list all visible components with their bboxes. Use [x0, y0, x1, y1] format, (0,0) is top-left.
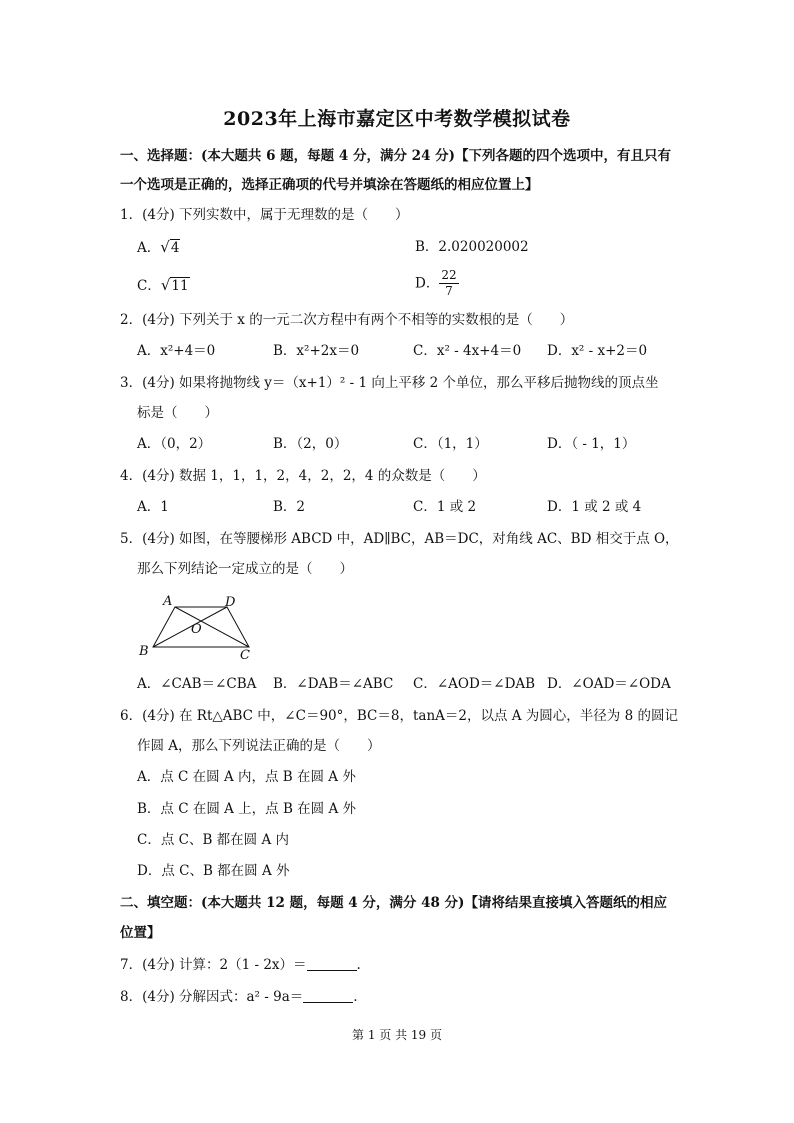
q1-option-c: C．√11 [137, 276, 189, 294]
label-b: B [139, 644, 149, 659]
label-a: A [163, 594, 173, 609]
label-o: O [191, 622, 202, 637]
label-c: C [240, 648, 250, 663]
section1-header-line1: 一、选择题：(本大题共 6 题，每题 4 分，满分 24 分)【下列各题的四个选项中，有且只有 [120, 148, 672, 164]
q2-option-b: B．x²+2x＝0 [273, 343, 360, 359]
trapezoid-figure [135, 593, 265, 665]
section2-header-line1: 二、填空题：(本大题共 12 题，每题 4 分，满分 48 分)【请将结果直接填入答题纸的相应 [120, 895, 667, 911]
q7-stem: 7．(4分) 计算：2（1 - 2x）＝ . [120, 957, 361, 973]
q6-option-b: B．点 C 在圆 A 上，点 B 在圆 A 外 [137, 801, 356, 817]
q4-option-d: D．1 或 2 或 4 [547, 499, 642, 515]
q3-option-d: D．（ - 1，1） [547, 436, 636, 452]
q1-option-a: A．√4 [137, 238, 180, 256]
q5-option-d: D．∠OAD＝∠ODA [547, 676, 671, 692]
q1-stem: 1．(4分) 下列实数中，属于无理数的是（ ） [120, 207, 409, 223]
q3-stem-line1: 3．(4分) 如果将抛物线 y＝（x+1）² - 1 向上平移 2 个单位，那么平移后抛物线的顶点坐 [120, 375, 659, 391]
q1-option-b: B．2.020020002 [415, 239, 529, 255]
q5-stem-line1: 5．(4分) 如图，在等腰梯形 ABCD 中，AD∥BC，AB＝DC，对角线 AC、BD 相交于点 O， [120, 531, 679, 547]
sqrt-symbol: √11 [160, 276, 189, 294]
q5-option-b: B．∠DAB＝∠ABC [273, 676, 394, 692]
q6-option-c: C．点 C、B 都在圆 A 内 [137, 832, 289, 848]
q4-option-a: A．1 [137, 499, 169, 515]
q5-stem-line2: 那么下列结论一定成立的是（ ） [137, 561, 353, 577]
q2-option-a: A．x²+4＝0 [137, 343, 216, 359]
q4-stem: 4．(4分) 数据 1，1，1，2，4，2，2，4 的众数是（ ） [120, 468, 486, 484]
q2-option-d: D．x² - x+2＝0 [547, 343, 648, 359]
q6-stem-line1: 6．(4分) 在 Rt△ABC 中，∠C＝90°，BC＝8，tanA＝2，以点 A 为圆心，半径为 8 的圆记 [120, 708, 678, 724]
q8-stem: 8．(4分) 分解因式：a² - 9a＝ . [120, 989, 358, 1005]
section1-header-line2: 一个选项是正确的，选择正确项的代号并填涂在答题纸的相应位置上】 [120, 177, 539, 193]
answer-blank [303, 988, 353, 1003]
q4-option-b: B．2 [273, 499, 306, 515]
q6-stem-line2: 作圆 A，那么下列说法正确的是（ ） [137, 738, 381, 754]
q6-option-d: D．点 C、B 都在圆 A 外 [137, 863, 290, 879]
q5-option-c: C．∠AOD＝∠DAB [413, 676, 536, 692]
q3-option-a: A．（0，2） [137, 436, 212, 452]
q4-option-c: C．1 或 2 [413, 499, 477, 515]
q3-option-c: C．（1，1） [413, 436, 488, 452]
q5-option-a: A．∠CAB＝∠CBA [137, 676, 257, 692]
page-footer: 第 1 页 共 19 页 [352, 1028, 442, 1042]
q1-option-d: D． $\frac{22}{7}$ [415, 268, 457, 298]
q3-option-b: B．（2，0） [273, 436, 348, 452]
label-d: D [225, 595, 236, 610]
q2-stem: 2．(4分) 下列关于 x 的一元二次方程中有两个不相等的实数根的是（ ） [120, 312, 574, 328]
q3-stem-line2: 标是（ ） [137, 405, 218, 421]
q6-option-a: A．点 C 在圆 A 内，点 B 在圆 A 外 [137, 769, 356, 785]
answer-blank [307, 956, 357, 971]
page-title: 2023年上海市嘉定区中考数学模拟试卷 [223, 108, 571, 130]
fraction: $\frac{22}{7}$ [441, 268, 457, 298]
sqrt-symbol: √4 [160, 238, 180, 256]
q2-option-c: C．x² - 4x+4＝0 [413, 343, 522, 359]
section2-header-line2: 位置】 [120, 925, 161, 941]
